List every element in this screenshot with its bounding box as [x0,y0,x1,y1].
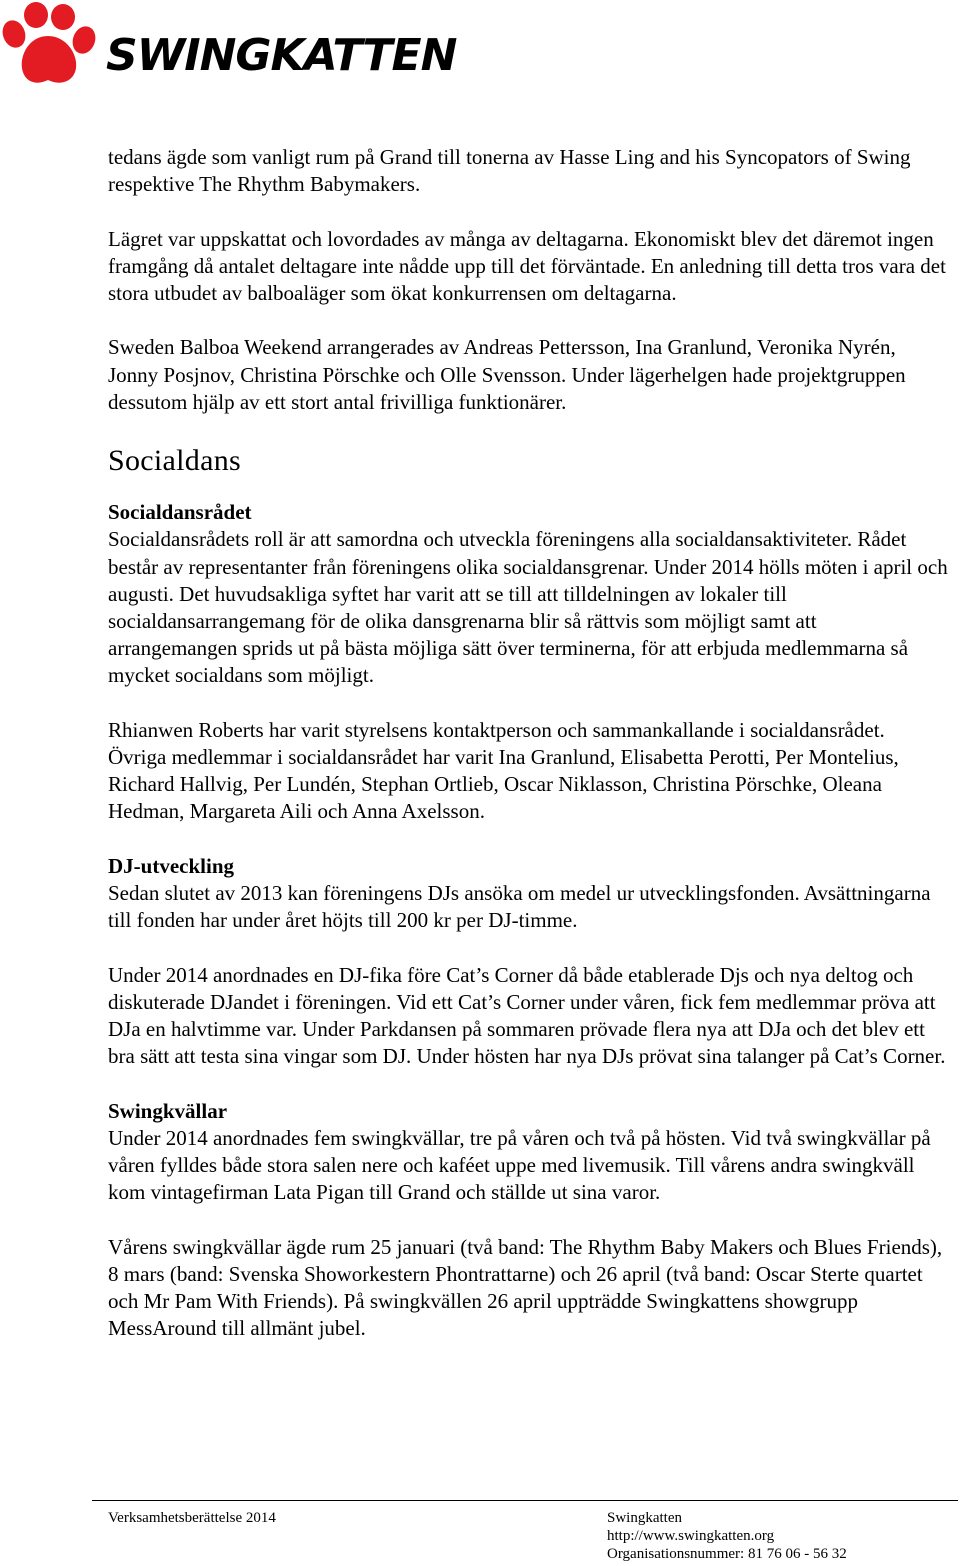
paw-print-icon [0,2,100,88]
paragraph: Sweden Balboa Weekend arrangerades av Andreas Pettersson, Ina Granlund, Veronika Nyrén, Jonny Posjnov, Christina Pörschke och Olle Svensson. Under lägerhelgen hade projektgruppen dessutom hjälp av ett stort antal frivilliga funktionärer. [108,335,906,414]
paragraph: Lägret var uppskattat och lovordades av många av deltagarna. Ekonomiskt blev det däremot ingen framgång då antalet deltagare inte nådde upp till det förväntade. En anledning till detta tros vara det stora utbudet av balboaläger som ökat konkurrensen om deltagarna. [108,226,946,305]
paragraph: Sedan slutet av 2013 kan föreningens DJs ansöka om medel ur utvecklingsfonden. Avsättningarna till fonden har under året höjts till 200 kr per DJ-timme. [108,881,931,933]
document-body [108,144,948,1370]
footer-report-title: Verksamhetsberättelse 2014 [108,1510,276,1526]
footer-url-link[interactable]: http://www.swingkatten.org [607,1528,775,1544]
paragraph: Vårens swingkvällar ägde rum 25 januari (två band: The Rhythm Baby Makers och Blues Friends), 8 mars (band: Svenska Showorkestern Phontrattarne) och 26 april (två band: Oscar Sterte quartet och Mr Pam With Friends). På swingkvällen 26 april uppträdde Swingkattens showgrupp MessAround till allmänt jubel. [108,1234,943,1341]
brand-wordmark: SWINGKATTEN [106,30,457,81]
footer-org-number: Organisationsnummer: 81 76 06 - 56 32 [607,1546,847,1562]
paragraph: tedans ägde som vanligt rum på Grand till tonerna av Hasse Ling and his Syncopators of Swing respektive The Rhythm Babymakers. [108,145,911,197]
section-heading: Socialdans [108,444,241,478]
subsection-heading: Socialdansrådet [108,500,252,525]
paragraph: Under 2014 anordnades fem swingkvällar, tre på våren och två på hösten. Vid två swingkvällar på våren fylldes både stora salen nere och kaféet uppe med livemusik. Till vårens andra swingkväll kom vintagefirman Lata Pigan till Grand och ställde ut sina varor. [108,1125,931,1205]
footer-org-name: Swingkatten [607,1510,682,1526]
subsection-heading: DJ-utveckling [108,853,234,878]
page-header [0,0,960,100]
footer-org-info [607,1509,847,1563]
paragraph: Socialdansrådets roll är att samordna och utveckla föreningens alla socialdansaktiviteter. Rådet består av representanter från föreningens olika socialdansgrenar. Under 2014 hölls möten i april och augusti. Det huvudsakliga syftet har varit att se till att tilldelningen av lokaler till socialdansarrangemang för de olika dansgrenarna blir så rättvis som möjligt samt att arrangemangen sprids ut på bästa möjliga sätt över terminerna, för att erbjuda medlemmarna så mycket socialdans som möjligt. [108,527,948,688]
paragraph: Under 2014 anordnades en DJ-fika före Cat’s Corner då både etablerade Djs och nya deltog och diskuterade DJandet i föreningen. Vid ett Cat’s Corner under våren, fick fem medlemmar pröva att DJa en halvtimme var. Under Parkdansen på sommaren prövade flera nya att DJa och det blev ett bra sätt att testa sina vingar som DJ. Under hösten har nya DJs prövat sina talanger på Cat’s Corner. [108,962,946,1069]
subsection-heading: Swingkvällar [108,1098,228,1123]
paragraph: Rhianwen Roberts har varit styrelsens kontaktperson och sammankallande i socialdansrådet. Övriga medlemmar i socialdansrådet har varit Ina Granlund, Elisabetta Perotti, Per Montelius, Richard Hallvig, Per Lundén, Stephan Ortlieb, Oscar Niklasson, Christina Pörschke, Oleana Hedman, Margareta Aili och Anna Axelsson. [108,717,899,824]
footer-divider [92,1500,958,1501]
